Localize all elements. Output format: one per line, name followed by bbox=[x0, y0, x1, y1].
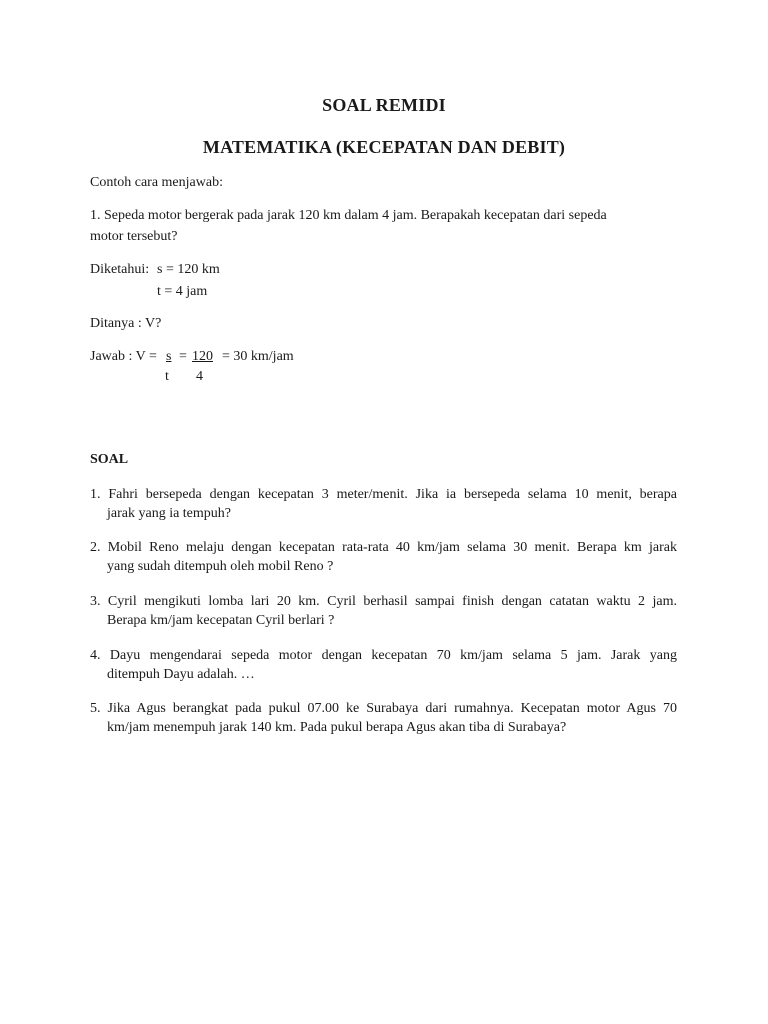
example-question-line1: 1. Sepeda motor bergerak pada jarak 120 km dalam 4 jam. Berapakah kecepatan dari sepeda bbox=[90, 208, 607, 223]
question-line2: jarak yang ia tempuh? bbox=[107, 506, 232, 521]
question-line2: km/jam menempuh jarak 140 km. Pada pukul berapa Agus akan tiba di Surabaya? bbox=[107, 720, 567, 735]
question-item bbox=[90, 594, 677, 629]
question-line2: Berapa km/jam kecepatan Cyril berlari ? bbox=[107, 613, 335, 628]
document-subtitle: MATEMATIKA (KECEPATAN DAN DEBIT) bbox=[202, 137, 566, 157]
known-time: t = 4 jam bbox=[157, 284, 208, 299]
document-title: SOAL REMIDI bbox=[322, 95, 446, 115]
equals-sign: = bbox=[179, 349, 187, 364]
question-line1: 5. Jika Agus berangkat pada pukul 07.00 ke Surabaya dari rumahnya. Kecepatan motor Agus 70 bbox=[90, 701, 677, 716]
known-label: Diketahui: bbox=[90, 262, 150, 277]
fraction1-numerator: s bbox=[166, 349, 172, 364]
answer-prefix: Jawab : V = bbox=[90, 349, 157, 364]
asked-statement: Ditanya : V? bbox=[90, 316, 162, 331]
fraction1-denominator: t bbox=[165, 369, 169, 384]
question-item bbox=[90, 487, 677, 522]
question-line1: 1. Fahri bersepeda dengan kecepatan 3 meter/menit. Jika ia bersepeda selama 10 menit, berapa bbox=[90, 487, 677, 502]
question-line1: 3. Cyril mengikuti lomba lari 20 km. Cyril berhasil sampai finish dengan catatan waktu 2 jam. bbox=[90, 594, 677, 609]
soal-heading: SOAL bbox=[90, 452, 129, 467]
question-line1: 2. Mobil Reno melaju dengan kecepatan rata-rata 40 km/jam selama 30 menit. Berapa km jarak bbox=[90, 540, 677, 555]
example-question-line2: motor tersebut? bbox=[90, 229, 178, 244]
fraction2-numerator: 120 bbox=[192, 349, 213, 364]
question-line2: ditempuh Dayu adalah. … bbox=[107, 667, 255, 682]
example-intro: Contoh cara menjawab: bbox=[90, 175, 223, 190]
answer-result: = 30 km/jam bbox=[222, 349, 294, 364]
question-line2: yang sudah ditempuh oleh mobil Reno ? bbox=[107, 559, 334, 574]
question-item bbox=[90, 701, 677, 736]
question-line1: 4. Dayu mengendarai sepeda motor dengan kecepatan 70 km/jam selama 5 jam. Jarak yang bbox=[90, 648, 677, 663]
question-item bbox=[90, 648, 677, 683]
known-distance: s = 120 km bbox=[157, 262, 220, 277]
question-item bbox=[90, 540, 677, 575]
fraction2-denominator: 4 bbox=[196, 369, 203, 384]
